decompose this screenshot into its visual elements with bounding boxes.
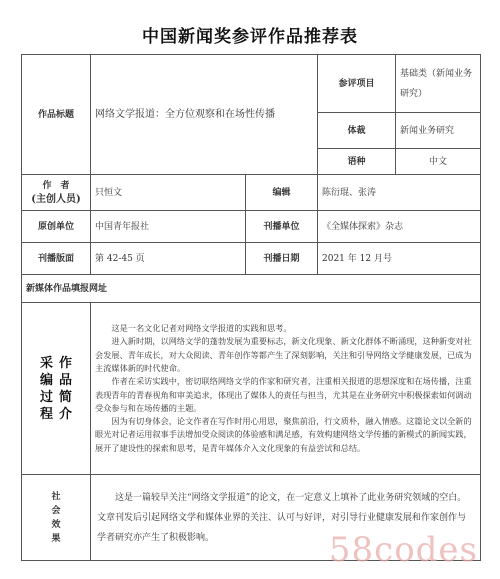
layout-value: 第 42-45 页	[91, 243, 246, 275]
process-char: 过	[39, 389, 53, 405]
page-title: 中国新闻奖参评作品推荐表	[142, 27, 358, 47]
process-label	[22, 303, 91, 475]
origin-unit-label: 原创单位	[22, 211, 91, 243]
process-char: 编	[39, 372, 53, 388]
process-char: 作	[59, 355, 73, 371]
process-label-col1	[38, 355, 55, 423]
language-value: 中文	[396, 149, 481, 175]
process-char: 介	[59, 406, 73, 422]
process-paragraph: 作者在采访实践中，密切联络网络文学的作家和研究者，注重相关报道的思想深度和在场传播，注重表现青年的青春视角和审美追求，体现出了媒体人的责任与担当，尤其是在业务研究中积极探索如何调动受众参与和在场传播的主题。	[95, 376, 472, 413]
publish-unit-value: 《全媒体探索》杂志	[318, 211, 481, 243]
author-value: 只恒文	[91, 175, 246, 211]
impact-paragraph: 这是一篇较早关注“网络文学报道”的论文，在一定意义上填补了此业务研究领域的空白。文章刊发后引起网络文学和媒体业界的关注、认可与好评，对引导行业健康发展和作家创作与学者研究亦产生了积极影响。	[97, 492, 467, 543]
language-label: 语种	[318, 149, 396, 175]
layout-label: 刊播版面	[22, 243, 91, 275]
editor-label: 编辑	[246, 175, 318, 211]
process-paragraph: 进入新时期，以网络文学的蓬勃发展为重要标志，新文化现象、新文化群体不断涌现，这种新变对社会发展、青年成长，对大众阅读、青年创作等都产生了深刻影响，关注和引导网络文学健康发展，已成为主流媒体新的时代使命。	[95, 336, 472, 373]
publish-date-label: 刊播日期	[246, 243, 318, 275]
genre-value: 新闻业务研究	[396, 113, 481, 149]
process-label-col2	[57, 355, 74, 423]
impact-label	[22, 475, 91, 561]
work-title-value: 网络文学报道：全方位观察和在场性传播	[91, 55, 318, 175]
process-paragraph: 因为有切身体会，论文作者在写作时用心用思，聚焦前沿，行文质朴，融入情感。这篇论文以全新的眼光对记者运用叙事手法增加受众阅读的体验感和满足感，有效构建网络文学传播的新模式的新闻实践，展开了建设性的探索和思考，是青年媒体介入文化现象的有益尝试和总结。	[95, 416, 472, 453]
publish-date-value: 2021 年 12 月号	[318, 243, 481, 275]
process-char: 品	[59, 372, 73, 388]
genre-label: 体裁	[318, 113, 396, 149]
author-label-sub: (主创人员)	[31, 193, 81, 205]
process-char: 程	[39, 406, 53, 422]
entry-item-label: 参评项目	[318, 55, 396, 113]
impact-char: 果	[51, 533, 61, 544]
watermark-logo: 58codes	[328, 530, 478, 570]
entry-item-value: 基础类（新闻业务研究）	[396, 55, 481, 113]
process-char: 采	[39, 355, 53, 371]
author-label-main: 作 者	[42, 180, 70, 191]
impact-char: 会	[51, 505, 61, 516]
process-char: 简	[59, 389, 73, 405]
publish-unit-label: 刊播单位	[246, 211, 318, 243]
impact-char: 效	[51, 519, 61, 530]
process-paragraph: 这是一名文化记者对网络文学报道的实践和思考。	[111, 323, 292, 334]
process-text	[91, 303, 481, 475]
author-label	[22, 175, 91, 211]
impact-char: 社	[51, 491, 61, 502]
work-title-label: 作品标题	[22, 55, 91, 175]
editor-value: 陈衍琨、张涛	[318, 175, 481, 211]
origin-unit-value: 中国青年报社	[91, 211, 246, 243]
recommendation-form	[21, 54, 481, 561]
new-media-url-label: 新媒体作品填报网址	[22, 275, 481, 303]
